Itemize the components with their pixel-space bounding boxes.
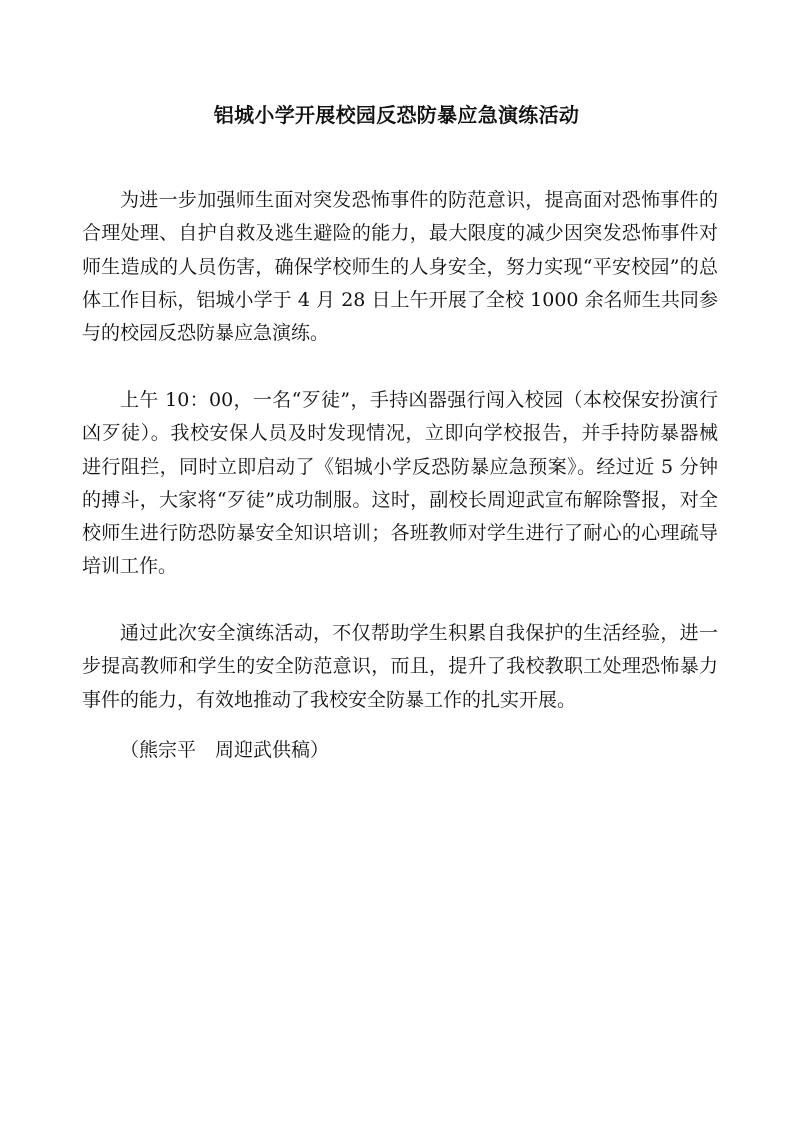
author-signature: （熊宗平 周迎武供稿） <box>120 739 330 761</box>
body-paragraph-2: 上午 10：00，一名“歹徒”，手持凶器强行闯入校园（本校保安扮演行凶歹徒）。我校安保人员及时发现情况，立即向学校报告，并手持防暴器械进行阻拦，同时立即启动了《铝城小学反恐防暴应急预案》。经过近 5 分钟的搏斗，大家将“歹徒”成功制服。这时，副校长周迎武宣布解除警报，对全校师生进行防恐防暴安全知识培训；各班教师对学生进行了耐心的心理疏导培训工作。 <box>82 389 718 578</box>
document-title: 铝城小学开展校园反恐防暴应急演练活动 <box>213 103 580 127</box>
body-paragraph-3: 通过此次安全演练活动，不仅帮助学生积累自我保护的生活经验，进一步提高教师和学生的安全防范意识，而且，提升了我校教职工处理恐怖暴力事件的能力，有效地推动了我校安全防暴工作的扎实开展。 <box>82 622 718 711</box>
body-paragraph-1: 为进一步加强师生面对突发恐怖事件的防范意识，提高面对恐怖事件的合理处理、自护自救及逃生避险的能力，最大限度的减少因突发恐怖事件对师生造成的人员伤害，确保学校师生的人身安全，努力实现“平安校园”的总体工作目标，铝城小学于 4 月 28 日上午开展了全校 1000 余名师生共同参与的校园反恐防暴应急演练。 <box>82 189 718 345</box>
